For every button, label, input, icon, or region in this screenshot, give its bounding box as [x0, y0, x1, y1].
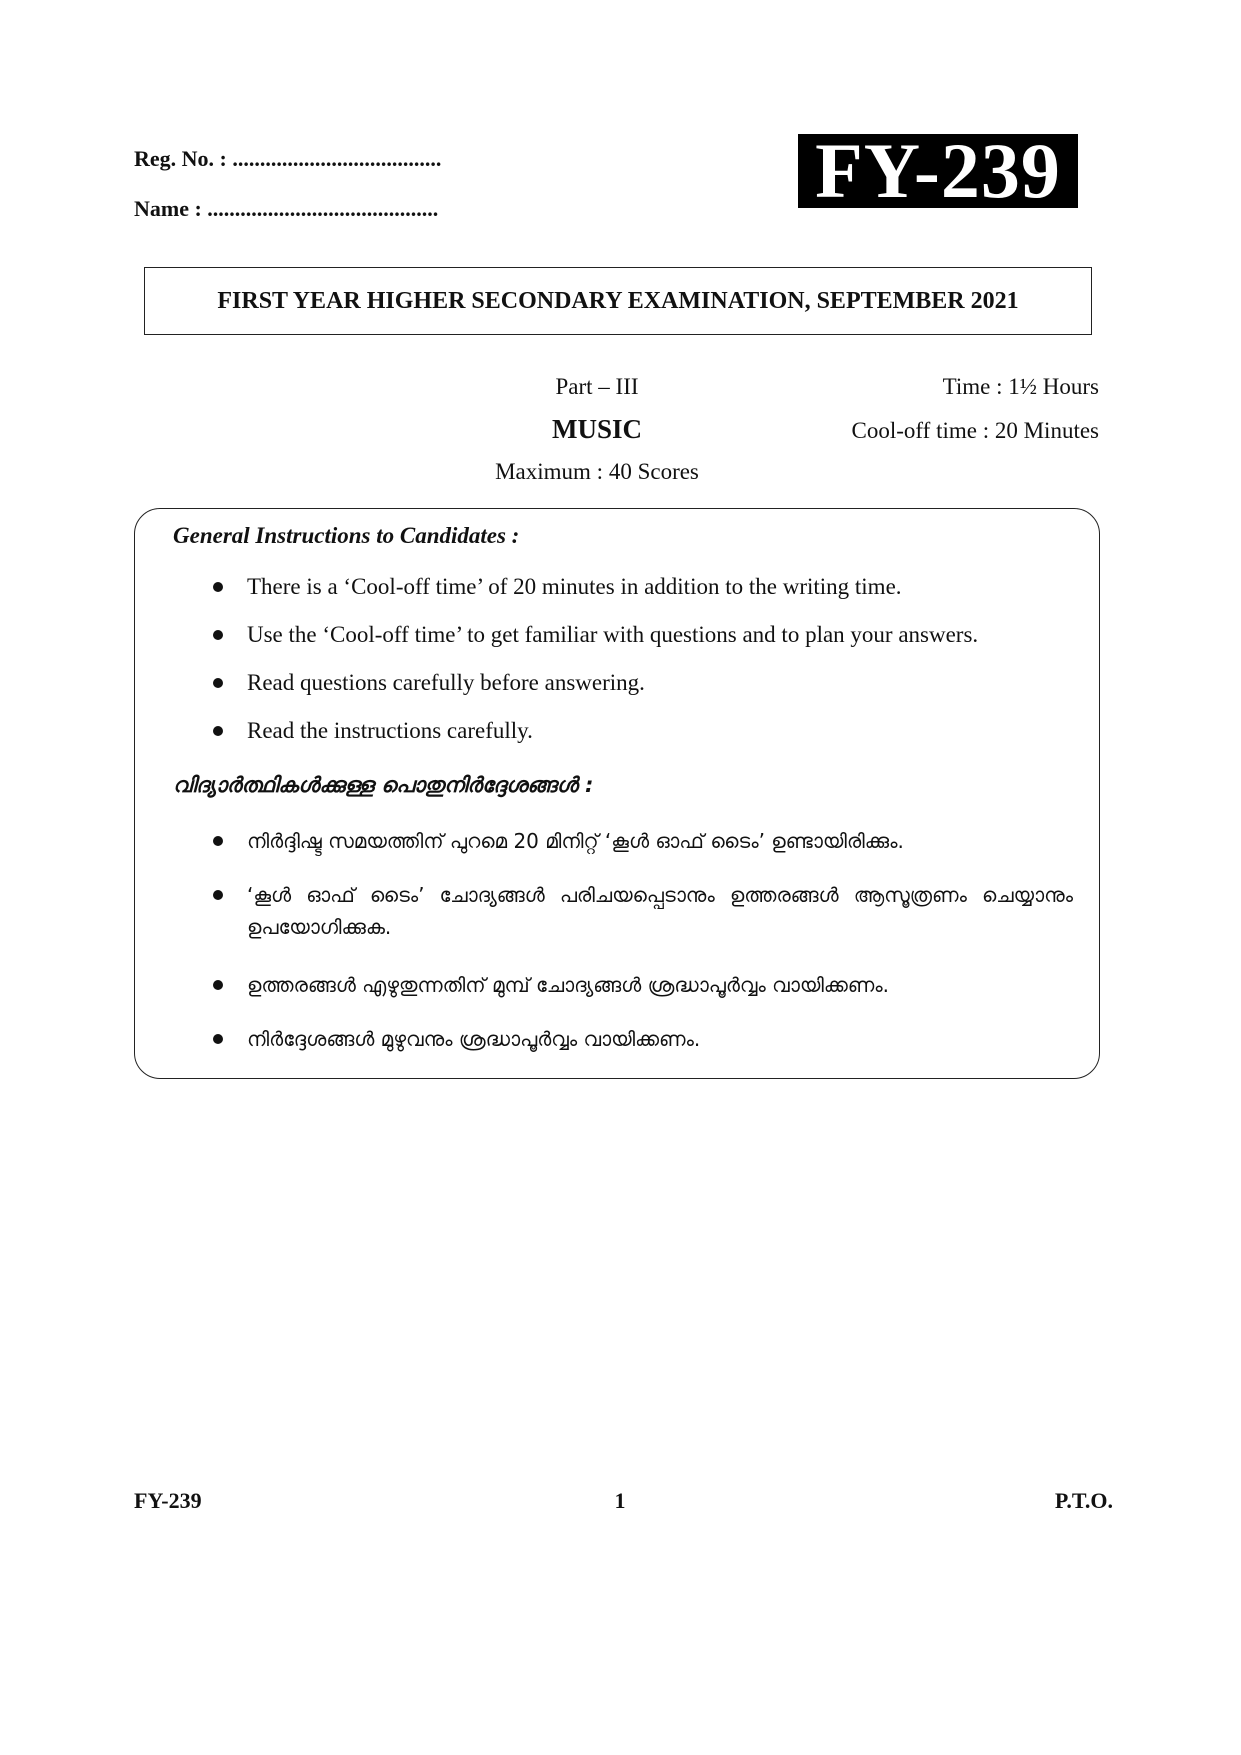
instructions-heading: General Instructions to Candidates : [173, 523, 520, 548]
instructions-list [135, 573, 1099, 765]
bullet-icon [213, 726, 223, 736]
list-item-text: Read the instructions carefully. [247, 718, 533, 743]
list-item [135, 573, 1099, 621]
reg-no-field: Reg. No. : ...................................... [134, 146, 442, 171]
list-item-text: Read questions carefully before answering. [247, 670, 645, 695]
list-item [135, 879, 1099, 943]
name-field: Name : .......................................... [134, 196, 439, 221]
cool-off-label: Cool-off time : 20 Minutes [851, 418, 1099, 443]
footer-code: FY-239 [134, 1488, 202, 1513]
time-label: Time : 1½ Hours [942, 374, 1099, 399]
exam-title: FIRST YEAR HIGHER SECONDARY EXAMINATION, SEPTEMBER 2021 [217, 287, 1019, 314]
bullet-icon [213, 890, 223, 900]
instructions-box [134, 508, 1100, 1079]
list-item [135, 717, 1099, 765]
paper-code-badge: FY-239 [798, 134, 1078, 208]
malayalam-instructions-list [135, 825, 1099, 1077]
bullet-icon [213, 678, 223, 688]
list-item [135, 669, 1099, 717]
malayalam-instructions-heading: വിദ്യാർത്ഥികൾക്കുള്ള പൊതുനിർദ്ദേശങ്ങൾ : [173, 773, 594, 797]
subject-title: MUSIC [551, 414, 642, 444]
list-item-text: നിർദ്ദിഷ്ട സമയത്തിന് പുറമെ 20 മിനിറ്റ് ‘കൂൾ ഓഫ് ടൈം’ ഉണ്ടായിരിക്കും. [247, 829, 904, 853]
bullet-icon [213, 836, 223, 846]
list-item-text: ഉത്തരങ്ങൾ എഴുതുന്നതിന് മുമ്പ് ചോദ്യങ്ങൾ ശ്രദ്ധാപൂർവ്വം വായിക്കണം. [247, 973, 889, 997]
list-item-text: നിർദ്ദേശങ്ങൾ മുഴുവനും ശ്രദ്ധാപൂർവ്വം വായിക്കണം. [247, 1027, 701, 1051]
list-item [135, 825, 1099, 857]
bullet-icon [213, 630, 223, 640]
bullet-icon [213, 1034, 223, 1044]
part-label: Part – III [555, 374, 639, 399]
list-item-text: ‘കൂൾ ഓഫ് ടൈം’ ചോദ്യങ്ങൾ പരിചയപ്പെടാനും ഉത്തരങ്ങൾ ആസൂത്രണം ചെയ്യാനും ഉപയോഗിക്കുക. [247, 883, 1073, 939]
page-number: 1 [614, 1488, 626, 1513]
bullet-icon [213, 582, 223, 592]
list-item [135, 621, 1099, 669]
list-item-text: Use the ‘Cool-off time’ to get familiar with questions and to plan your answers. [247, 622, 979, 647]
pto-label: P.T.O. [1054, 1488, 1113, 1513]
bullet-icon [213, 980, 223, 990]
list-item [135, 969, 1099, 1001]
list-item-text: There is a ‘Cool-off time’ of 20 minutes in addition to the writing time. [247, 574, 902, 599]
exam-title-box [144, 267, 1092, 335]
maximum-scores: Maximum : 40 Scores [495, 459, 699, 484]
list-item [135, 1023, 1099, 1055]
